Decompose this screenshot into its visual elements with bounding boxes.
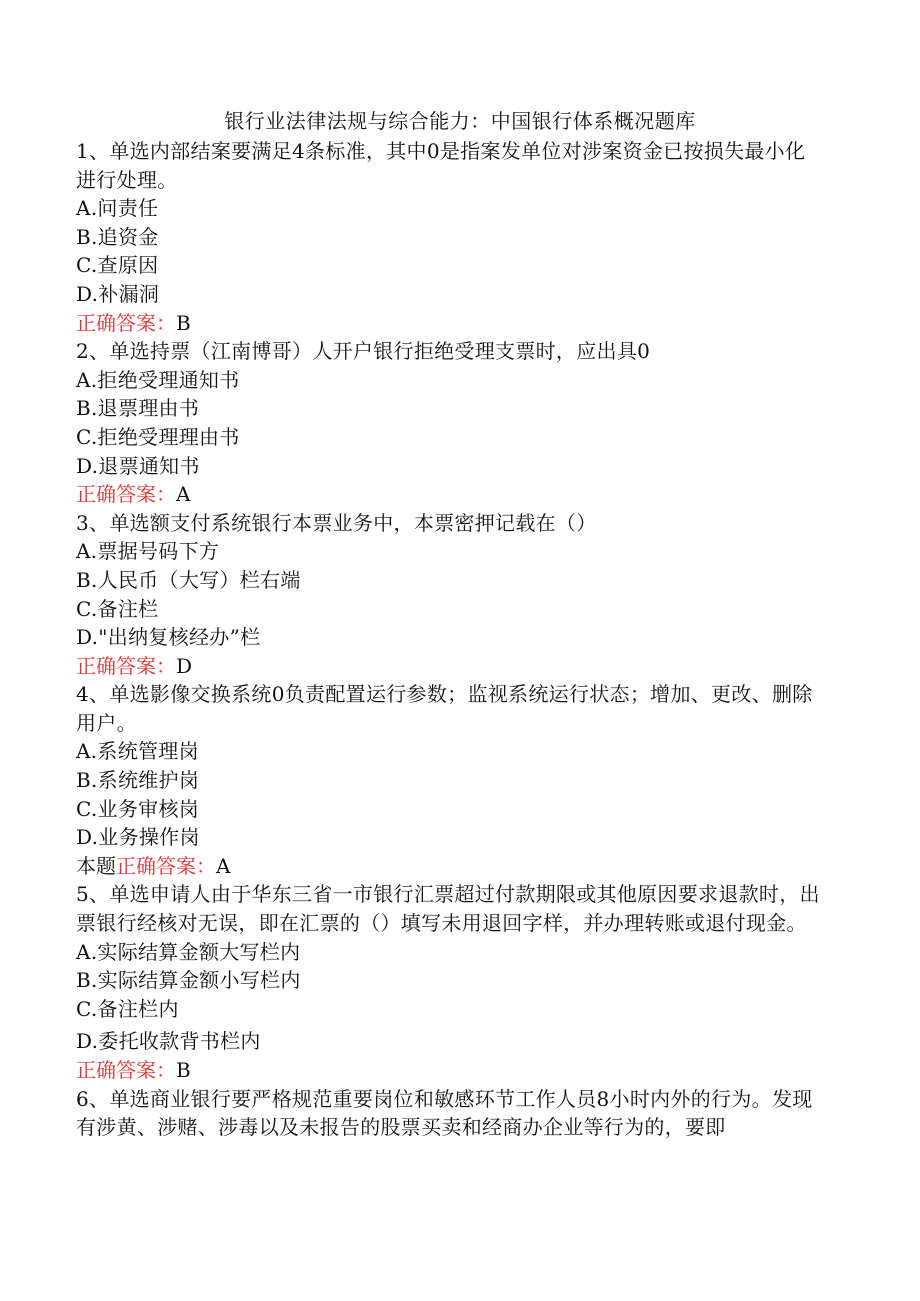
option-b: B.人民币（大写）栏右端 — [76, 567, 301, 592]
answer-line — [76, 852, 824, 881]
option-d: D.补漏洞 — [76, 281, 160, 306]
question-text: 2、单选持票（江南博哥）人开户银行拒绝受理支票时，应出具0 — [76, 339, 651, 364]
option-c: C.拒绝受理理由书 — [76, 424, 240, 449]
question-block — [76, 137, 824, 337]
question-list — [76, 137, 824, 1142]
answer-line — [76, 652, 824, 681]
answer-value: A — [176, 482, 191, 507]
option-d: D.退票通知书 — [76, 453, 200, 478]
answer-value: B — [176, 1058, 191, 1082]
option-c: C.查原因 — [76, 253, 159, 278]
option-b: B.系统维护岗 — [76, 768, 200, 793]
question-text: 6、单选商业银行要严格规范重要岗位和敏感环节工作人员8小时内外的行为。发现有涉黄、涉赌、涉毒以及未报告的股票买卖和经商办企业等行为的，要即 — [76, 1086, 813, 1140]
option-b: B.追资金 — [76, 224, 159, 249]
option-a: A.实际结算金额大写栏内 — [76, 939, 301, 964]
answer-label: 正确答案： — [76, 310, 176, 335]
question-block — [76, 337, 824, 509]
answer-value: D — [176, 653, 193, 678]
answer-value: A — [216, 853, 231, 878]
option-c: C.备注栏内 — [76, 996, 179, 1021]
option-a: A.系统管理岗 — [76, 739, 199, 764]
answer-label: 正确答案： — [76, 653, 176, 678]
question-block — [76, 680, 824, 880]
question-text: 1、单选内部结案要满足4条标准，其中0是指案发单位对涉案资金已按损失最小化进行处理。 — [76, 139, 806, 192]
page-title: 银行业法律法规与综合能力：中国银行体系概况题库 — [224, 109, 696, 133]
option-a: A.票据号码下方 — [76, 539, 220, 564]
question-block — [76, 880, 824, 1084]
option-d: D."出纳复核经办”栏 — [76, 625, 261, 650]
option-d: D.委托收款背书栏内 — [76, 1029, 261, 1054]
question-text: 3、单选额支付系统银行本票业务中，本票密押记载在（） — [76, 510, 597, 535]
answer-line — [76, 480, 824, 509]
question-text: 5、单选申请人由于华东三省一市银行汇票超过付款期限或其他原因要求退款时，出票银行经核对无误，即在汇票的（）填写未用退回字样，并办理转账或退付现金。 — [76, 882, 820, 936]
option-b: B.实际结算金额小写栏内 — [76, 968, 301, 993]
option-d: D.业务操作岗 — [76, 825, 200, 850]
answer-value: B — [176, 310, 191, 335]
option-c: C.业务审核岗 — [76, 796, 200, 821]
answer-prefix: 本题 — [76, 853, 116, 878]
answer-label: 正确答案： — [116, 853, 216, 878]
option-b: B.退票理由书 — [76, 396, 200, 421]
answer-label: 正确答案： — [76, 1058, 176, 1082]
option-a: A.问责任 — [76, 196, 159, 221]
option-a: A.拒绝受理通知书 — [76, 367, 240, 392]
option-c: C.备注栏 — [76, 596, 159, 621]
answer-label: 正确答案： — [76, 482, 176, 507]
question-block — [76, 1085, 824, 1142]
question-text: 4、单选影像交换系统0负责配置运行参数；监视系统运行状态；增加、更改、删除用户。 — [76, 682, 813, 735]
question-block — [76, 509, 824, 681]
answer-line — [76, 309, 824, 338]
answer-line — [76, 1056, 824, 1085]
